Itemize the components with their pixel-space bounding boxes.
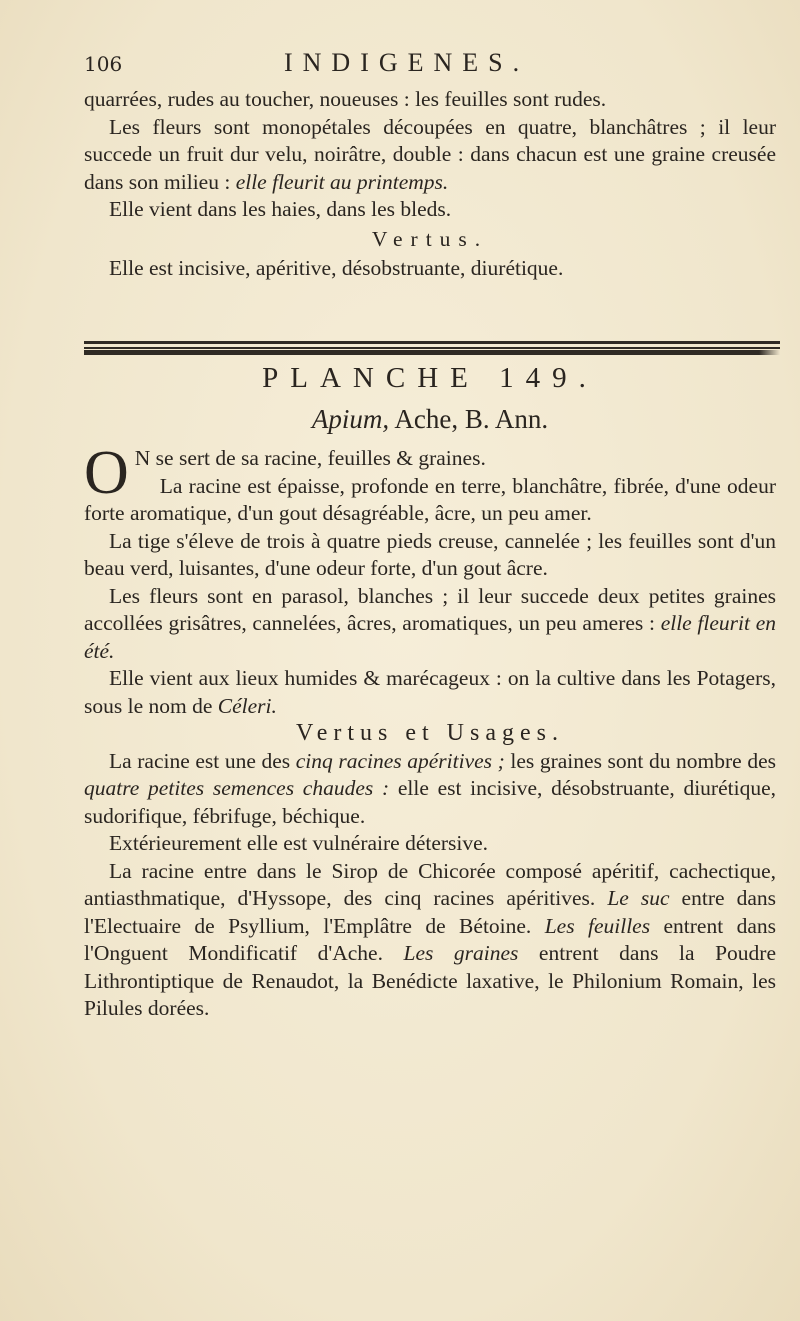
text-run: La racine est une des (109, 748, 296, 773)
text-run: entre dans l'Electuaire de Psyllium, l'Emplâtre de Bétoine. (84, 886, 776, 938)
italic-run: cinq racines apéritives ; (295, 748, 505, 773)
text-run: entrent dans la Poudre Lithrontiptique de Renaudot, la Benédicte laxative, le Philonium Romain, les Pilules dorées. (84, 941, 776, 1020)
italic-run: quatre petites semences chaudes : (84, 776, 390, 800)
text-run: La racine entre dans le Sirop de Chicorée composé apéritif, cachectique, antiasthmatique, d'Hyssope, des cinq racines apéritives. (84, 858, 776, 910)
paragraph (84, 114, 776, 197)
paragraph: La tige s'éleve de trois à quatre pieds creuse, cannelée ; les feuilles sont d'un beau verd, luisantes, d'une odeur forte, d'un gout âcre. (84, 528, 776, 580)
paragraph: Extérieurement elle est vulnéraire détersive. (109, 831, 489, 855)
text-run: elle est incisive, désobstruante, diurétique, sudorifique, fébrifuge, béchique. (84, 776, 776, 828)
main-text (84, 439, 776, 1023)
italic-run: Les graines (403, 941, 519, 965)
section-heading: Vertus. (371, 226, 489, 251)
paragraph (84, 583, 776, 666)
species-common: Ache, B. Ann. (389, 404, 549, 434)
text-run: Les fleurs sont en parasol, blanches ; il leur succede deux petites graines accollées grisâtres, cannelées, âcres, aromatiques, un peu ameres : (84, 583, 776, 635)
ornamental-rule (84, 341, 780, 355)
running-head: INDIGENES. (284, 48, 530, 77)
italic-run: elle fleurit au printemps. (235, 169, 449, 194)
top-section (84, 86, 776, 283)
italic-run: Les feuilles (544, 913, 651, 938)
page-number: 106 (84, 52, 123, 76)
text-run: Elle vient aux lieux humides & marécageux : on la cultive dans les Potagers, sous le nom de (84, 666, 776, 718)
paragraph (84, 665, 776, 720)
species-title (84, 404, 776, 435)
paragraph (84, 748, 776, 831)
plate-title: PLANCHE 149. (262, 362, 598, 394)
paragraph (84, 858, 776, 1023)
italic-run: Céleri. (217, 693, 277, 718)
paragraph: Elle est incisive, apéritive, désobstruante, diurétique. (109, 256, 564, 280)
text-run: N se sert de sa racine, feuilles & graines. (134, 446, 486, 470)
paragraph: Elle vient dans les haies, dans les bleds. (109, 197, 452, 221)
text-run: les graines sont du nombre des (504, 748, 776, 773)
species-latin: Apium, (311, 404, 390, 434)
italic-run: elle fleurit en été. (84, 611, 776, 663)
page-header (84, 48, 774, 78)
paragraph: quarrées, rudes au toucher, noueuses : les feuilles sont rudes. (84, 87, 607, 111)
italic-run: Le suc (607, 886, 670, 910)
section-heading: Vertus et Usages. (296, 720, 564, 746)
text-run: entrent dans l'Onguent Mondificatif d'Ache. (84, 913, 776, 965)
paragraph: La racine est épaisse, profonde en terre, blanchâtre, fibrée, d'une odeur forte aromatique, d'un gout désagréable, âcre, un peu amer. (84, 473, 776, 525)
text-run: Les fleurs sont monopétales découpées en quatre, blanchâtres ; il leur succede un fruit dur velu, noirâtre, double : dans chacun est une graine creusée dans son milieu : (84, 114, 776, 194)
drop-cap: O (84, 439, 129, 507)
